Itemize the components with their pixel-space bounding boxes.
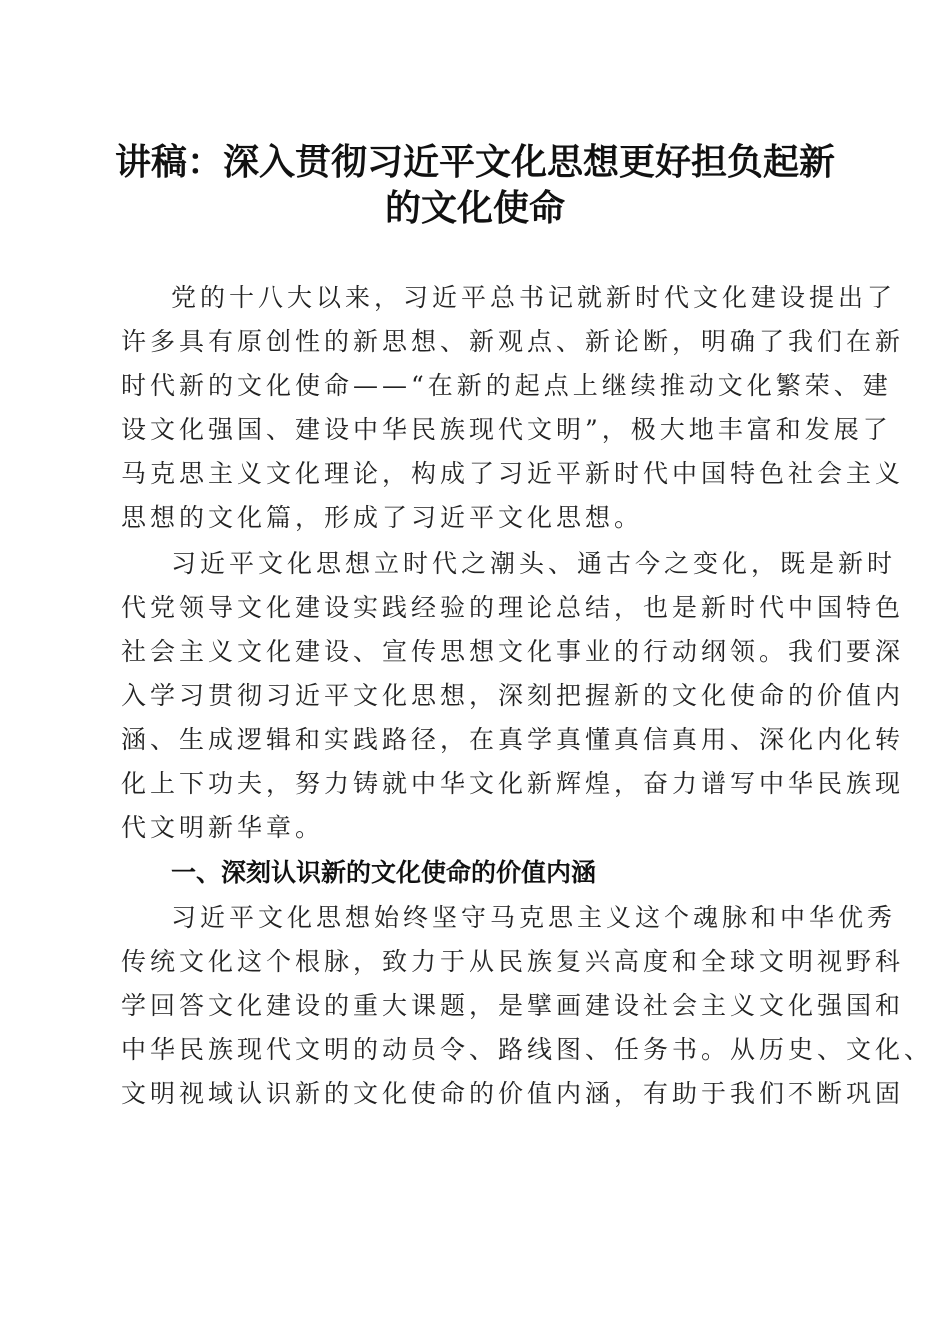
paragraph-1-line-6: 思想的文化篇，形成了习近平文化思想。: [121, 503, 644, 532]
paragraph-1-line-3: 时代新的文化使命——“在新的起点上继续推动文化繁荣、建: [121, 371, 892, 400]
paragraph-1-line-5: 马克思主义文化理论，构成了习近平新时代中国特色社会主义: [121, 459, 905, 488]
section-1-heading: 一、深刻认识新的文化使命的价值内涵: [171, 858, 597, 887]
paragraph-2-line-1: 习近平文化思想立时代之潮头、通古今之变化，既是新时: [171, 549, 897, 578]
paragraph-1-line-2: 许多具有原创性的新思想、新观点、新论断，明确了我们在新: [121, 327, 905, 356]
paragraph-2-line-5: 涵、生成逻辑和实践路径，在真学真懂真信真用、深化内化转: [121, 725, 905, 754]
paragraph-2-line-6: 化上下功夫，努力铸就中华文化新辉煌，奋力谱写中华民族现: [121, 769, 905, 798]
document-title-line-2: 的文化使命: [384, 187, 565, 229]
paragraph-2-line-2: 代党领导文化建设实践经验的理论总结，也是新时代中国特色: [121, 593, 905, 622]
paragraph-3-line-3: 学回答文化建设的重大课题，是擘画建设社会主义文化强国和: [121, 991, 905, 1020]
paragraph-3-line-1: 习近平文化思想始终坚守马克思主义这个魂脉和中华优秀: [171, 903, 897, 932]
paragraph-2-line-7: 代文明新华章。: [121, 813, 325, 842]
paragraph-1-line-4: 设文化强国、建设中华民族现代文明”，极大地丰富和发展了: [121, 415, 892, 444]
paragraph-3-line-2: 传统文化这个根脉，致力于从民族复兴高度和全球文明视野科: [121, 947, 905, 976]
paragraph-2-line-4: 入学习贯彻习近平文化思想，深刻把握新的文化使命的价值内: [121, 681, 905, 710]
paragraph-2-line-3: 社会主义文化建设、宣传思想文化事业的行动纲领。我们要深: [121, 637, 905, 666]
paragraph-3-line-4: 中华民族现代文明的动员令、路线图、任务书。从历史、文化、: [121, 1035, 934, 1064]
paragraph-3-line-5: 文明视域认识新的文化使命的价值内涵，有助于我们不断巩固: [121, 1079, 905, 1108]
document-title-line-1: 讲稿：深入贯彻习近平文化思想更好担负起新: [114, 141, 835, 183]
paragraph-1-line-1: 党的十八大以来，习近平总书记就新时代文化建设提出了: [171, 283, 897, 312]
